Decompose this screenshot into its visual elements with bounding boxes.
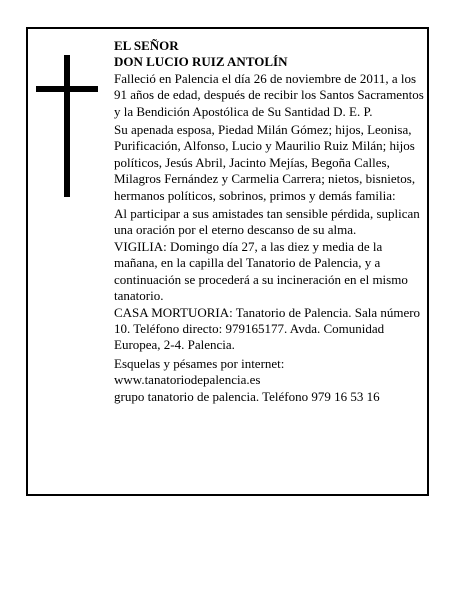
deceased-name: DON LUCIO RUIZ ANTOLÍN	[114, 54, 288, 70]
website-link[interactable]: www.tanatoriodepalencia.es	[114, 372, 261, 388]
funeral-home-info: CASA MORTUORIA: Tanatorio de Palencia. Sala número 10. Teléfono directo: 979165177. Avda. Comunidad Europea, 2-4. Palencia.	[114, 304, 421, 353]
vigil-info: VIGILIA: Domingo día 27, a las diez y media de la mañana, en la capilla del Tanatorio de Palencia, y a continuación se procederá a su incineración en el mismo tanatorio.	[114, 238, 408, 304]
family-list: Su apenada esposa, Piedad Milán Gómez; hijos, Leonisa, Purificación, Alfonso, Lucio y Maurilio Ruiz Milán; hijos políticos, Jesús Abril, Jacinto Mejías, Begoña Calles, Milagros Fernández y Carmelia Carrera; nietos, bisnietos, hermanos políticos, sobrinos, primos y demás familia:	[114, 122, 416, 203]
obituary-text	[114, 38, 424, 405]
cross-vertical-bar	[64, 55, 70, 197]
internet-label: Esquelas y pésames por internet:	[114, 355, 285, 371]
footer-contact: grupo tanatorio de palencia. Teléfono 979 16 53 16	[114, 388, 380, 404]
title-line-1: EL SEÑOR	[114, 38, 179, 53]
cross-horizontal-bar	[36, 86, 98, 92]
death-announcement: Falleció en Palencia el día 26 de noviembre de 2011, a los 91 años de edad, después de recibir los Santos Sacramentos y la Bendición Apostólica de Su Santidad D. E. P.	[114, 70, 424, 119]
prayer-request: Al participar a sus amistades tan sensible pérdida, suplican una oración por el eterno descanso de su alma.	[114, 206, 420, 238]
